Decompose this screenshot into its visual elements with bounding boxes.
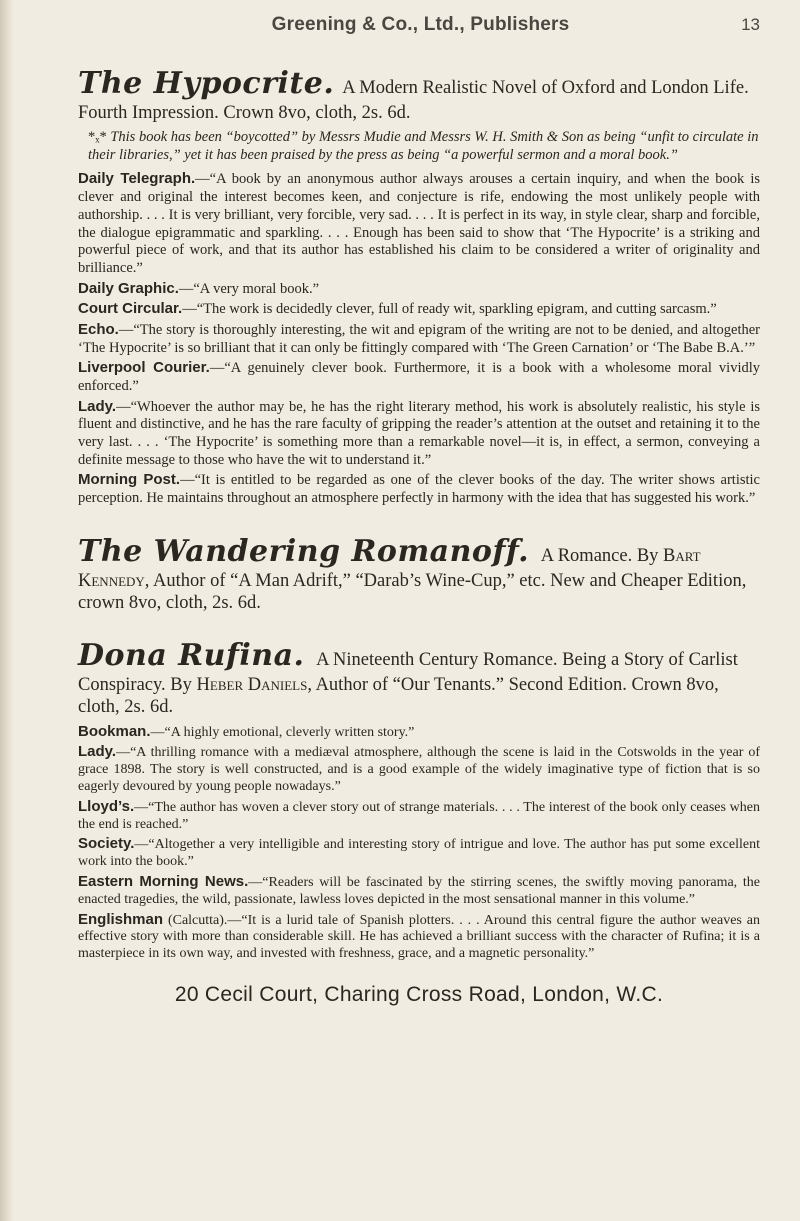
review [78, 798, 760, 834]
review-text: —“A thrilling romance with a mediæval atmosphere, although the scene is laid in the Cotswolds in the year of grace 1898. The story is well constructed, and is a good example of the widely imaginative type of fiction that is so eagerly devoured by young people nowadays.” [78, 745, 760, 794]
book-entry-wandering-romanoff [78, 534, 760, 614]
review [78, 359, 760, 395]
publisher-header: Greening & Co., Ltd., Publishers [271, 14, 570, 35]
review-text: —“Readers will be fascinated by the stirring scenes, the swiftly moving panorama, the enacted tragedies, the wild, passionate, lawless loves depicted in the most sensational manner in this volume.” [78, 874, 760, 907]
book-heading [78, 638, 760, 718]
review-text: —“The work is decidedly clever, full of ready wit, sparkling epigram, and cutting sarcasm.” [182, 301, 717, 318]
book-title: Dona Rufina. [78, 638, 305, 674]
review-source: Court Circular. [78, 300, 183, 318]
book-entry-dona-rufina [78, 638, 760, 963]
reviews-block [78, 723, 760, 963]
review-text: —“A very moral book.” [178, 280, 320, 297]
review [78, 835, 760, 871]
page-number: 13 [741, 15, 760, 34]
book-heading [78, 534, 760, 614]
description-post: Author of “A Man Adrift,” “Darab’s Wine-Cup,” etc. New and Cheaper Edition, crown 8vo, cloth, 2s. 6d. [78, 570, 747, 613]
boycott-note [88, 128, 760, 164]
review-source: Englishman [78, 910, 164, 928]
review-source: Lady. [78, 397, 117, 415]
review-text: (Calcutta).—“It is a lurid tale of Spanish plotters. . . . Around this central figure the author weaves an effective story with more than considerable skill. He has achieved a brilliant success with the character of Rufina; it is a masterpiece in its own way, and invested with freshness, grace, and a magnetic personality.” [78, 912, 760, 962]
review [78, 170, 760, 277]
review-text: —“A genuinely clever book. Furthermore, it is a book with a wholesome moral vividly enforced.” [78, 360, 760, 394]
review-text: —“Altogether a very intelligible and interesting story of intrigue and love. The author has put some excellent work into the book.” [78, 837, 760, 870]
review [78, 398, 760, 470]
description-pre: A Nineteenth Century Romance. Being a Story of Carlist Conspiracy. By [78, 650, 738, 696]
review-source: Liverpool Courier. [78, 359, 210, 377]
review-source: Morning Post. [78, 471, 181, 489]
review-source: Bookman. [78, 722, 151, 740]
review-text: —“A book by an anonymous author always arouses a certain inquiry, and when the book is clever and original the interest becomes keen, and conjecture is rife, endowing the most unlikely people with authorship. . . . It is very brilliant, very forcible, very sad. . . . It is perfect in its way, in style clear, sharp and forcible, the dialogue epigrammatic and sparkling. . . . Enough has been said to show that ‘The Hypocrite’ is a striking and powerful piece of work, and that its author has established his claim to be considered a writer of originality and brilliance.” [78, 171, 760, 276]
review-text: —“The story is thoroughly interesting, the wit and epigram of the writing are not to be denied, and altogether ‘The Hypocrite’ is so brilliant that it can only be fittingly compared with ‘The Green Carnation’ or ‘The Babe B.A.’” [78, 321, 760, 356]
review [78, 743, 760, 795]
book-entry-hypocrite [78, 66, 760, 508]
book-description: A Modern Realistic Novel of Oxford and London Life. Fourth Impression. Crown 8vo, cloth, 2s. 6d. [78, 78, 749, 123]
publisher-address: 20 Cecil Court, Charing Cross Road, London, W.C. [174, 982, 664, 1006]
review-text: —“A highly emotional, cleverly written story.” [150, 724, 415, 740]
review-source: Daily Telegraph. [78, 170, 196, 188]
review-source: Lloyd’s. [78, 797, 135, 815]
review-source: Society. [78, 835, 135, 853]
page-spine-shadow [0, 0, 14, 1221]
note-text: This book has been “boycotted” by Messrs Mudie and Messrs W. H. Smith & Son as being “unfit to circulate in their libraries,” yet it has been praised by the press as being “a powerful sermon and a moral book.” [88, 129, 759, 164]
author-name: Bart Kennedy, [78, 545, 701, 591]
description-post: Author of “Our Tenants.” Second Edition. Crown 8vo, cloth, 2s. 6d. [78, 675, 719, 718]
book-heading [78, 66, 760, 124]
page-content [78, 66, 760, 1007]
review-text: —“The author has woven a clever story out of strange materials. . . . The interest of the book only ceases when the end is reached.” [78, 799, 760, 832]
review [78, 873, 760, 909]
review-source: Echo. [78, 320, 119, 338]
review [78, 321, 760, 357]
review [78, 280, 760, 299]
description-pre: A Romance. By [540, 545, 659, 566]
review-source: Lady. [78, 743, 117, 761]
review [78, 723, 760, 742]
review [78, 911, 760, 963]
running-header [100, 14, 760, 36]
review-text: —“Whoever the author may be, he has the right literary method, his work is absolutely realistic, his style is fluent and distinctive, and he has the rare faculty of gripping the reader’s attention at the outset and retaining it to the very last. . . . ‘The Hypocrite’ is something more than a remarkable novel—it is, in effect, a sermon, conveying a definite message to those who have the wit to understand it.” [78, 398, 760, 468]
note-mark: *ₓ* [88, 129, 107, 146]
review-source: Daily Graphic. [78, 279, 179, 297]
book-title: The Wandering Romanoff. [78, 533, 530, 569]
book-title: The Hypocrite. [78, 66, 335, 101]
author-name: Heber Daniels, [196, 675, 312, 696]
review [78, 471, 760, 507]
review-source: Eastern Morning News. [78, 872, 249, 890]
review [78, 300, 760, 319]
review-text: —“It is entitled to be regarded as one of the clever books of the day. The writer shows artistic perception. He maintains throughout an atmosphere perfectly in harmony with the idea that has suggested his work.” [78, 472, 760, 507]
